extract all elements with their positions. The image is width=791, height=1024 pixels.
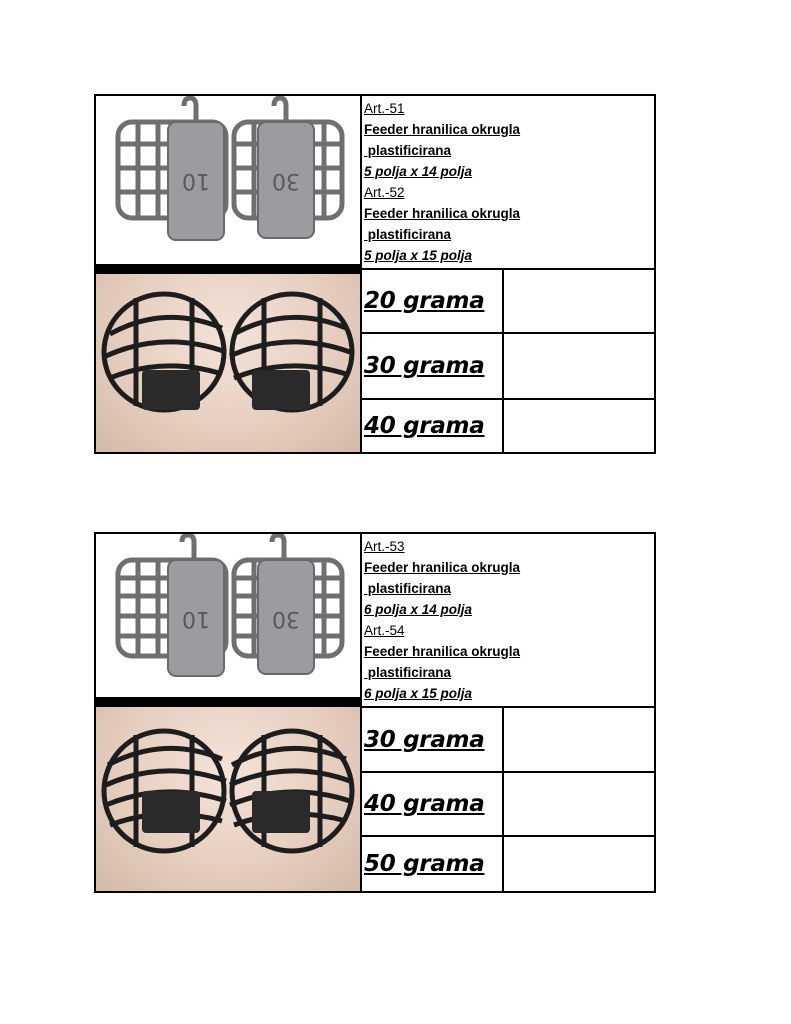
empty-cell: [502, 334, 654, 398]
product-fields: 5 polja x 15 polja: [364, 248, 473, 263]
black-feeders-illustration: [96, 274, 360, 452]
empty-cell: [502, 708, 654, 771]
feeder-photo-grey: [96, 96, 360, 264]
weight-label: 40 grama: [364, 791, 485, 817]
weight-row: [362, 706, 654, 771]
weight-row: [362, 771, 654, 835]
weight-mark-right: 30: [272, 168, 300, 193]
article-number: Art.-51: [364, 101, 405, 116]
product-description: [364, 536, 650, 704]
weight-row: [362, 332, 654, 398]
weight-mark-right: 30: [272, 606, 300, 631]
weight-label: 50 grama: [364, 851, 485, 877]
empty-cell: [502, 773, 654, 835]
grey-feeders-illustration: [96, 96, 360, 264]
feeder-photo-black: [96, 707, 360, 891]
empty-cell: [502, 270, 654, 332]
weight-label: 30 grama: [364, 726, 485, 753]
weight-row: [362, 268, 654, 332]
empty-cell: [502, 837, 654, 891]
weight-row: [362, 398, 654, 452]
product-name-cont: plastificirana: [364, 665, 452, 680]
black-feeders-illustration: [96, 707, 360, 891]
product-card-2: [94, 532, 656, 893]
grey-feeders-illustration: [96, 534, 360, 697]
product-fields: 6 polja x 15 polja: [364, 686, 473, 701]
article-number: Art.-54: [364, 623, 405, 638]
weight-row: [362, 835, 654, 891]
weight-mark-left: 10: [182, 168, 210, 193]
product-name: Feeder hranilica okrugla: [364, 122, 521, 137]
product-name: Feeder hranilica okrugla: [364, 206, 521, 221]
image-column: [96, 534, 360, 891]
product-fields: 6 polja x 14 polja: [364, 602, 473, 617]
product-card-1: [94, 94, 656, 454]
product-name-cont: plastificirana: [364, 143, 452, 158]
weight-table: [362, 268, 654, 452]
product-name-cont: plastificirana: [364, 581, 452, 596]
image-column: [96, 96, 360, 452]
product-name-cont: plastificirana: [364, 227, 452, 242]
product-name: Feeder hranilica okrugla: [364, 644, 521, 659]
article-number: Art.-53: [364, 539, 405, 554]
feeder-photo-black: [96, 274, 360, 452]
weight-mark-left: 10: [182, 606, 210, 631]
weight-label: 20 grama: [364, 288, 485, 314]
weight-label: 30 grama: [364, 353, 485, 379]
weight-table: [362, 706, 654, 891]
product-fields: 5 polja x 14 polja: [364, 164, 473, 179]
product-name: Feeder hranilica okrugla: [364, 560, 521, 575]
weight-label: 40 grama: [364, 413, 485, 439]
empty-cell: [502, 400, 654, 452]
feeder-photo-grey: [96, 534, 360, 697]
article-number: Art.-52: [364, 185, 405, 200]
product-description: [364, 98, 650, 266]
